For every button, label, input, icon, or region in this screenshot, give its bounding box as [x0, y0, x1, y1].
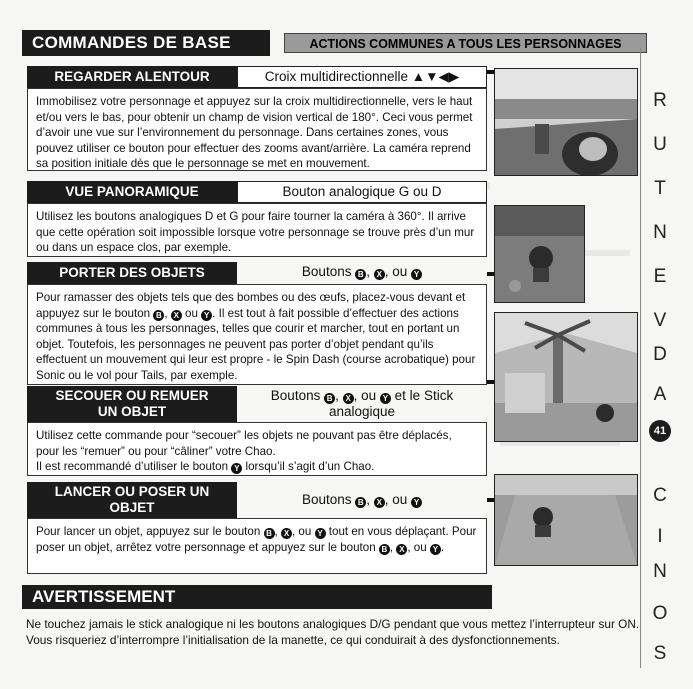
game-scene-image: [495, 313, 637, 441]
warning-box: [22, 585, 648, 648]
section-body: Pour lancer un objet, appuyez sur le bouton B , X , ou Y tout en vous déplaçant. Pour poser un objet, arrêtez votre personnage et appuyez sur le bouton B , X , ou Y .: [27, 518, 487, 574]
section-control: Boutons B , X , ou Y: [237, 262, 487, 284]
game-scene-image: [495, 69, 637, 175]
sidebar-letter: E: [653, 266, 667, 287]
section-body: Utilisez les boutons analogiques D et G pour faire tourner la caméra à 360°. Il arrive que cette opération soit impossible lorsque votre personnage se trouve près d’un mur ou dans un espace clos, par exemple.: [27, 203, 487, 257]
section-title: SECOUER OU REMUER UN OBJET: [27, 386, 237, 422]
sidebar-letter: S: [653, 643, 667, 664]
sidebar-letter: A: [653, 384, 667, 405]
sidebar-divider: [640, 48, 641, 668]
y-button-icon: Y: [411, 269, 422, 280]
section-regarder-alentour: [27, 66, 487, 171]
section-control: Boutons B , X , ou Y: [237, 482, 487, 518]
y-button-icon: Y: [315, 528, 326, 539]
sidebar-letter: I: [657, 526, 663, 547]
section-lancer-poser: [27, 482, 487, 574]
screenshot-lancer-poser: [494, 474, 638, 566]
section-secouer-remuer: [27, 386, 487, 476]
x-button-icon: X: [374, 497, 385, 508]
section-body: Immobilisez votre personnage et appuyez sur la croix multidirectionnelle, vers le haut et/ou vers le bas, pour obtenir un champ de vision vertical de 180°. Ceci vous permet d’avoir une vue sur l’environnement du personnage. Dans certaines zones, vous pouvez utiliser ce bouton pour effectuer des zooms avant/arrière. La caméra reprend sa position initiale dès que le personnage se met en mouvement.: [27, 88, 487, 171]
sidebar-letter: T: [654, 178, 666, 199]
sidebar-letter: C: [653, 485, 667, 506]
b-button-icon: B: [324, 393, 335, 404]
y-button-icon: Y: [201, 310, 212, 321]
section-title: VUE PANORAMIQUE: [27, 181, 237, 203]
y-button-icon: Y: [380, 393, 391, 404]
sidebar-letter: N: [653, 561, 667, 582]
screenshot-regarder-alentour: [494, 68, 638, 176]
b-button-icon: B: [355, 497, 366, 508]
page-number: 41: [649, 420, 671, 442]
x-button-icon: X: [396, 544, 407, 555]
sidebar-letter: R: [653, 90, 667, 111]
warning-title: AVERTISSEMENT: [22, 585, 492, 609]
section-title: PORTER DES OBJETS: [27, 262, 237, 284]
section-body: Pour ramasser des objets tels que des bombes ou des œufs, placez-vous devant et appuyez sur le bouton B , X ou Y . Il est tout à fait possible d’effectuer des actions communes à tous les personnages, telles que courir et marcher, tout en portant un objet. Toutefois, les personnages ne peuvent pas porter d’objet pendant qu’ils effectuent un mouvement qui leur est propre - le Spin Dash (course acrobatique) pour Sonic ou le vol pour Tails, par exemple.: [27, 284, 487, 385]
sidebar-letter: O: [652, 603, 668, 624]
x-button-icon: X: [281, 528, 292, 539]
sidebar-letter: N: [653, 222, 667, 243]
page-header: [22, 30, 647, 56]
sidebar-letter: D: [653, 344, 667, 365]
game-scene-image: [495, 206, 584, 302]
y-button-icon: Y: [430, 544, 441, 555]
warning-body: Ne touchez jamais le stick analogique ni les boutons analogiques D/G pendant que vous mettez l’interrupteur sur ON. Vous risqueriez d’interrompre l’initialisation de la manette, ce qui conduirait à des dysfonctionnements.: [26, 617, 640, 647]
section-control: Boutons B , X , ou Y et le Stick analogique: [270, 388, 454, 419]
screenshot-secouer: [494, 312, 638, 442]
section-title: REGARDER ALENTOUR: [27, 66, 237, 88]
b-button-icon: B: [264, 528, 275, 539]
section-title: LANCER OU POSER UN OBJET: [27, 482, 237, 518]
sidebar-letter: U: [653, 134, 667, 155]
y-button-icon: Y: [231, 463, 242, 474]
x-button-icon: X: [374, 269, 385, 280]
sidebar-letter: V: [653, 310, 667, 331]
section-vue-panoramique: [27, 181, 487, 257]
section-control: Croix multidirectionnelle ▲▼◀▶: [237, 66, 487, 88]
section-porter-objets: [27, 262, 487, 385]
game-scene-image: [495, 475, 637, 565]
screenshot-vue-panoramique: [494, 205, 585, 303]
page-title: COMMANDES DE BASE: [22, 30, 270, 56]
section-control: Bouton analogique G ou D: [237, 181, 487, 203]
x-button-icon: X: [343, 393, 354, 404]
y-button-icon: Y: [411, 497, 422, 508]
b-button-icon: B: [153, 310, 164, 321]
sidebar-title: [648, 48, 672, 668]
section-body: Utilisez cette commande pour “secouer” les objets ne pouvant pas être déplacés, pour les “remuer” ou pour “câliner” votre Chao. Il est recommandé d’utiliser le bouton Y lorsqu’il s’agit d’un Chao.: [27, 422, 487, 476]
page-subtitle: ACTIONS COMMUNES A TOUS LES PERSONNAGES: [284, 33, 647, 53]
x-button-icon: X: [171, 310, 182, 321]
b-button-icon: B: [379, 544, 390, 555]
b-button-icon: B: [355, 269, 366, 280]
